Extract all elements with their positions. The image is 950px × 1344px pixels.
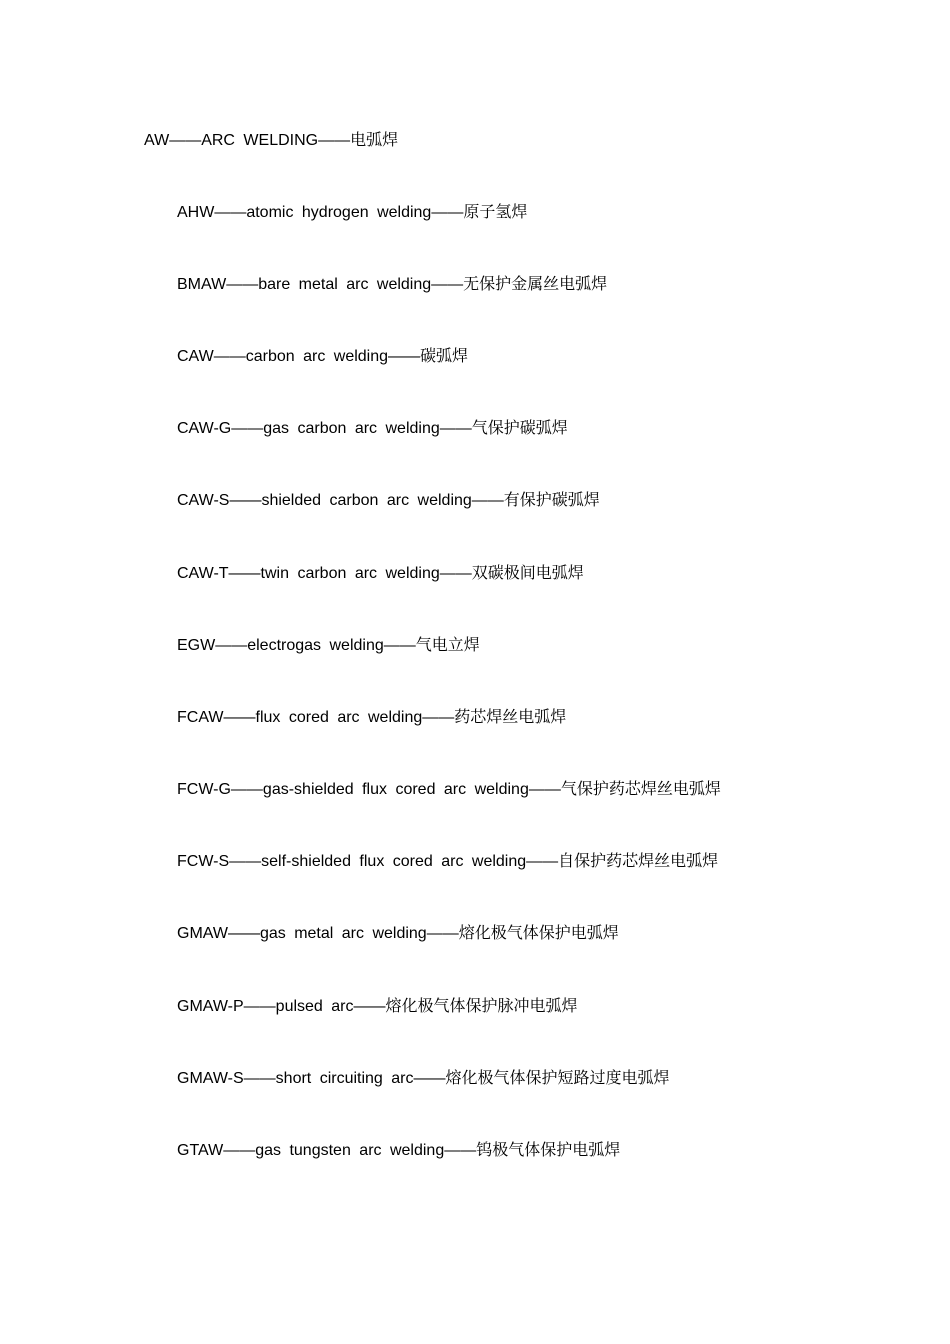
entry-line bbox=[177, 1140, 620, 1161]
entry-line bbox=[177, 1068, 670, 1089]
heading-line bbox=[144, 130, 398, 151]
entry-english: gas tungsten arc welding bbox=[255, 1142, 445, 1159]
entry-abbr: FCW-S bbox=[177, 853, 230, 870]
entry-chinese: 药芯焊丝电弧焊 bbox=[454, 707, 567, 726]
entry-dash: —— bbox=[528, 781, 561, 798]
entry-line bbox=[177, 996, 578, 1017]
entry-dash: —— bbox=[471, 492, 504, 509]
entry-line bbox=[177, 563, 584, 584]
entry-dash: —— bbox=[431, 204, 464, 221]
entry-abbr: GMAW-P bbox=[177, 998, 244, 1015]
entry-line bbox=[177, 851, 718, 872]
entry-dash: —— bbox=[431, 276, 464, 293]
entry-dash: —— bbox=[353, 998, 386, 1015]
entry-abbr: CAW-S bbox=[177, 492, 230, 509]
entry-english: shielded carbon arc welding bbox=[261, 492, 472, 509]
entry-line bbox=[177, 418, 568, 439]
entry-abbr: BMAW bbox=[177, 276, 227, 293]
entry-dash: —— bbox=[243, 998, 276, 1015]
heading-dash-1: —— bbox=[169, 132, 202, 149]
entry-line bbox=[177, 923, 619, 944]
entry-chinese: 无保护金属丝电弧焊 bbox=[463, 274, 608, 293]
entry-chinese: 自保护药芯焊丝电弧焊 bbox=[558, 851, 719, 870]
entry-chinese: 熔化极气体保护短路过度电弧焊 bbox=[445, 1068, 670, 1087]
entry-chinese: 原子氢焊 bbox=[463, 202, 528, 221]
entry-chinese: 碳弧焊 bbox=[420, 346, 469, 365]
entry-dash: —— bbox=[243, 1070, 276, 1087]
entry-abbr: GMAW-S bbox=[177, 1070, 244, 1087]
entry-dash: —— bbox=[413, 1070, 446, 1087]
entry-abbr: GMAW bbox=[177, 925, 228, 942]
entry-chinese: 有保护碳弧焊 bbox=[503, 490, 600, 509]
entry-english: twin carbon arc welding bbox=[260, 565, 440, 582]
entry-abbr: AHW bbox=[177, 204, 215, 221]
heading-dash-2: —— bbox=[318, 132, 351, 149]
entry-english: flux cored arc welding bbox=[255, 709, 423, 726]
entry-english: self-shielded flux cored arc welding bbox=[261, 853, 527, 870]
entry-dash: —— bbox=[383, 637, 416, 654]
entry-chinese: 气电立焊 bbox=[415, 635, 480, 654]
entry-english: gas carbon arc welding bbox=[263, 420, 440, 437]
entry-dash: —— bbox=[230, 781, 263, 798]
entry-abbr: GTAW bbox=[177, 1142, 224, 1159]
entry-dash: —— bbox=[422, 709, 455, 726]
entry-chinese: 双碳极间电弧焊 bbox=[471, 563, 584, 582]
entry-dash: —— bbox=[226, 276, 259, 293]
entry-abbr: FCW-G bbox=[177, 781, 231, 798]
entry-dash: —— bbox=[227, 925, 260, 942]
entry-english: pulsed arc bbox=[275, 998, 354, 1015]
heading-english: ARC WELDING bbox=[201, 132, 319, 149]
entry-abbr: CAW-G bbox=[177, 420, 232, 437]
entry-dash: —— bbox=[228, 565, 261, 582]
entry-line bbox=[177, 779, 721, 800]
heading-chinese: 电弧焊 bbox=[350, 130, 399, 149]
entry-english: bare metal arc welding bbox=[258, 276, 432, 293]
entry-dash: —— bbox=[214, 204, 247, 221]
entry-dash: —— bbox=[439, 565, 472, 582]
entry-abbr: EGW bbox=[177, 637, 216, 654]
entry-dash: —— bbox=[444, 1142, 477, 1159]
entry-abbr: FCAW bbox=[177, 709, 224, 726]
entry-dash: —— bbox=[388, 348, 421, 365]
entry-chinese: 熔化极气体保护电弧焊 bbox=[458, 923, 619, 942]
entry-dash: —— bbox=[223, 1142, 256, 1159]
entry-dash: —— bbox=[439, 420, 472, 437]
entry-dash: —— bbox=[231, 420, 264, 437]
entry-dash: —— bbox=[526, 853, 559, 870]
entry-dash: —— bbox=[229, 853, 262, 870]
entry-english: gas metal arc welding bbox=[259, 925, 427, 942]
entry-line bbox=[177, 635, 480, 656]
entry-chinese: 气保护药芯焊丝电弧焊 bbox=[560, 779, 721, 798]
entry-abbr: CAW bbox=[177, 348, 214, 365]
entry-line bbox=[177, 490, 600, 511]
entry-line bbox=[177, 346, 468, 367]
entry-english: gas-shielded flux cored arc welding bbox=[262, 781, 529, 798]
entry-line bbox=[177, 274, 607, 295]
entry-dash: —— bbox=[229, 492, 262, 509]
entry-english: electrogas welding bbox=[247, 637, 384, 654]
entry-english: short circuiting arc bbox=[275, 1070, 414, 1087]
entry-chinese: 气保护碳弧焊 bbox=[471, 418, 568, 437]
heading-abbr: AW bbox=[144, 132, 170, 149]
entry-dash: —— bbox=[426, 925, 459, 942]
entry-line bbox=[177, 707, 566, 728]
entry-dash: —— bbox=[223, 709, 256, 726]
entry-english: atomic hydrogen welding bbox=[246, 204, 432, 221]
entry-chinese: 熔化极气体保护脉冲电弧焊 bbox=[385, 996, 578, 1015]
entry-dash: —— bbox=[215, 637, 248, 654]
entry-line bbox=[177, 202, 527, 223]
entry-dash: —— bbox=[213, 348, 246, 365]
entry-chinese: 钨极气体保护电弧焊 bbox=[476, 1140, 621, 1159]
entry-abbr: CAW-T bbox=[177, 565, 229, 582]
entry-english: carbon arc welding bbox=[245, 348, 389, 365]
